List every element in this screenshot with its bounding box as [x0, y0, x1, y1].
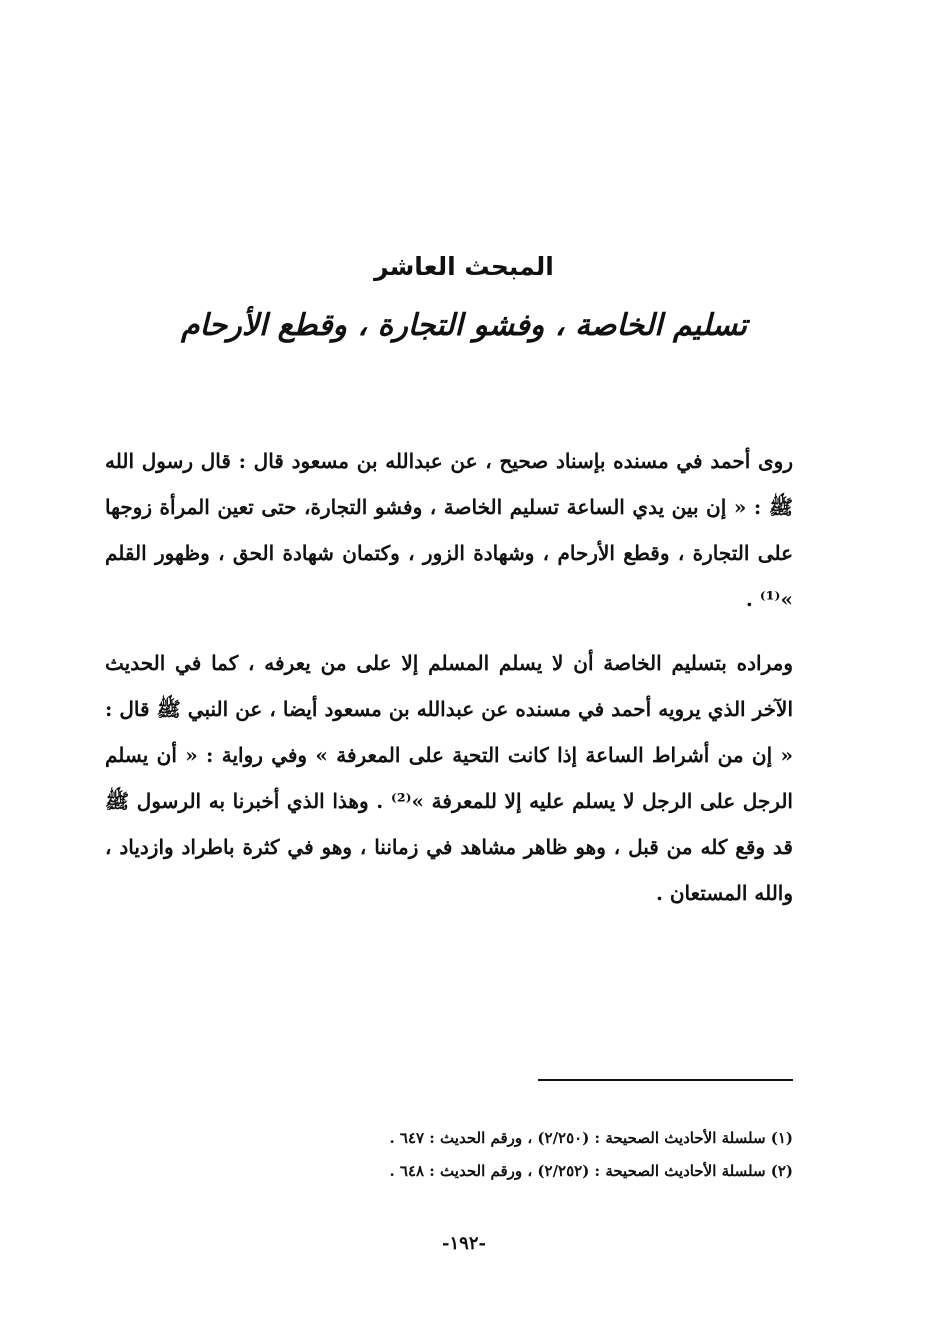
footnotes — [280, 1122, 793, 1188]
paragraph-1: روى أحمد في مسنده بإسناد صحيح ، عن عبدالله بن مسعود قال : قال رسول الله ﷺ : « إن بين يدي الساعة تسليم الخاصة ، وفشو التجارة، حتى تعين المرأة زوجها على التجارة ، وقطع الأرحام ، وشهادة الزور ، وكتمان شهادة الحق ، وظهور القلم »⁽¹⁾ . — [105, 449, 793, 611]
footnote-divider — [538, 1079, 793, 1081]
section-heading — [0, 250, 928, 348]
section-label: المبحث العاشر — [374, 252, 554, 281]
page-number: -١٩٢- — [442, 1233, 486, 1254]
footnote-1: (١) سلسلة الأحاديث الصحيحة : (٢/٢٥٠) ، ورقم الحديث : ٦٤٧ . — [389, 1129, 793, 1147]
footnote-2: (٢) سلسلة الأحاديث الصحيحة : (٢/٢٥٢) ، ورقم الحديث : ٦٤٨ . — [389, 1162, 793, 1180]
paragraph-2: ومراده بتسليم الخاصة أن لا يسلم المسلم إلا على من يعرفه ، كما في الحديث الآخر الذي يرويه أحمد في مسنده عن عبدالله بن مسعود أيضا ، عن النبي ﷺ قال : « إن من أشراط الساعة إذا كانت التحية على المعرفة » وفي رواية : « أن يسلم الرجل على الرجل لا يسلم عليه إلا للمعرفة »⁽²⁾ . وهذا الذي أخبرنا به الرسول ﷺ قد وقع كله من قبل ، وهو ظاهر مشاهد في زماننا ، وهو في كثرة باطراد وازدياد ، والله المستعان . — [105, 651, 794, 905]
section-title: تسليم الخاصة ، وفشو التجارة ، وقطع الأرحام — [180, 308, 747, 343]
